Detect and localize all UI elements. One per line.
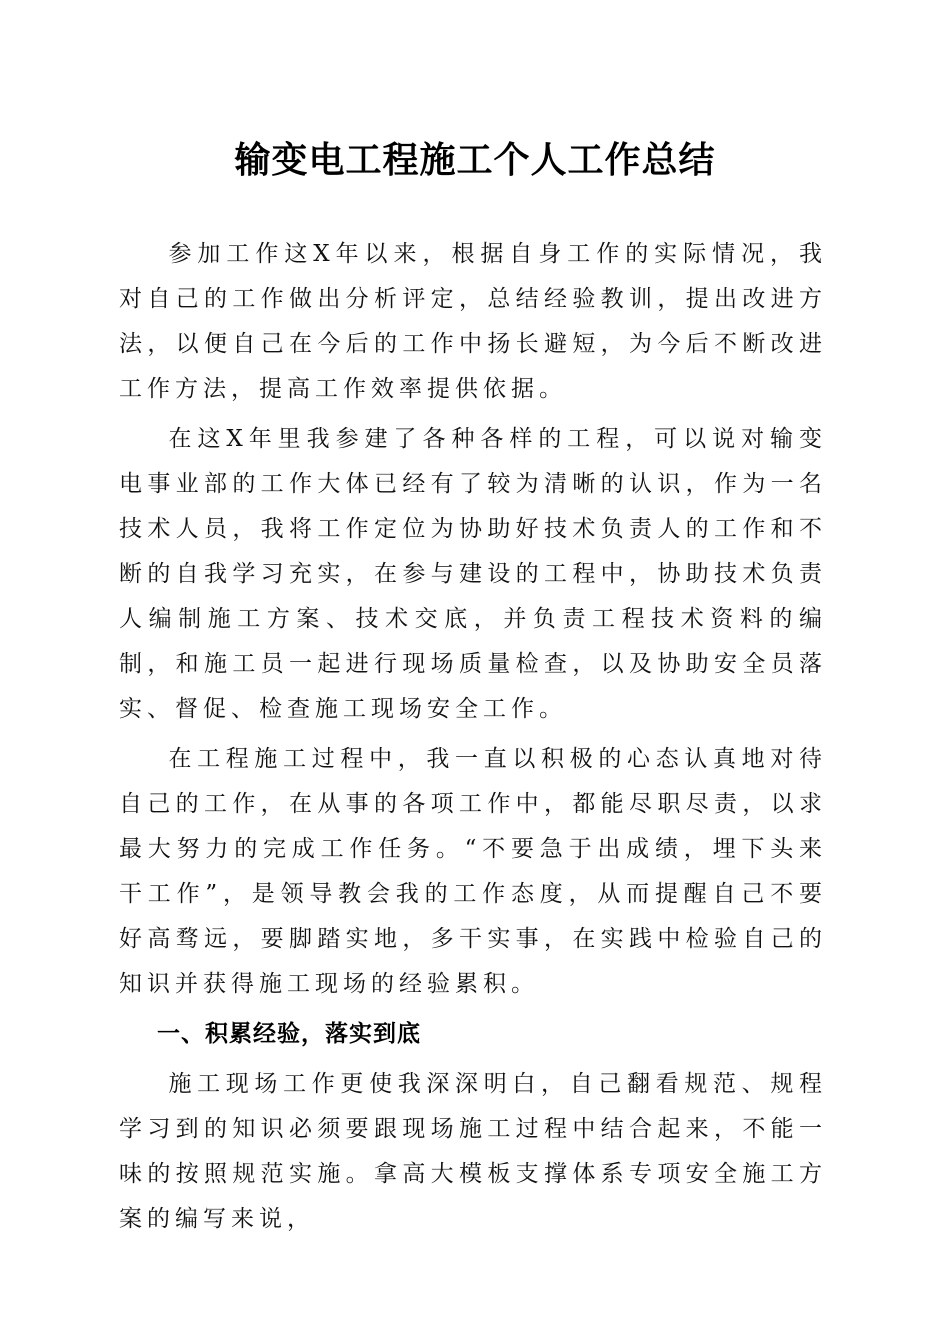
section-heading: 一、积累经验，落实到底 [156,1021,421,1047]
document-title: 输变电工程施工个人工作总结 [234,139,716,181]
paragraph-intro: 参加工作这X年以来，根据自身工作的实际情况，我对自己的工作做出分析评定，总结经验教训，提出改进方法，以便自己在今后的工作中扬长避短，为今后不断改进工作方法，提高工作效率提供依据。 [119,241,827,402]
document-body [119,232,827,1247]
paragraph-section-1: 施工现场工作更使我深深明白，自己翻看规范、规程学习到的知识必须要跟现场施工过程中结合起来，不能一味的按照规范实施。拿高大模板支撑体系专项安全施工方案的编写来说， [119,1071,827,1232]
paragraph-work-role: 在这X年里我参建了各种各样的工程，可以说对输变电事业部的工作大体已经有了较为清晰的认识，作为一名技术人员，我将工作定位为协助好技术负责人的工作和不断的自我学习充实，在参与建设的工程中，协助技术负责人编制施工方案、技术交底，并负责工程技术资料的编制，和施工员一起进行现场质量检查，以及协助安全员落实、督促、检查施工现场安全工作。 [119,426,827,722]
paragraph-work-attitude: 在工程施工过程中，我一直以积极的心态认真地对待自己的工作，在从事的各项工作中，都能尽职尽责，以求最大努力的完成工作任务。“不要急于出成绩，埋下头来干工作”，是领导教会我的工作态度，从而提醒自己不要好高骛远，要脚踏实地，多干实事，在实践中检验自己的知识并获得施工现场的经验累积。 [119,746,827,997]
